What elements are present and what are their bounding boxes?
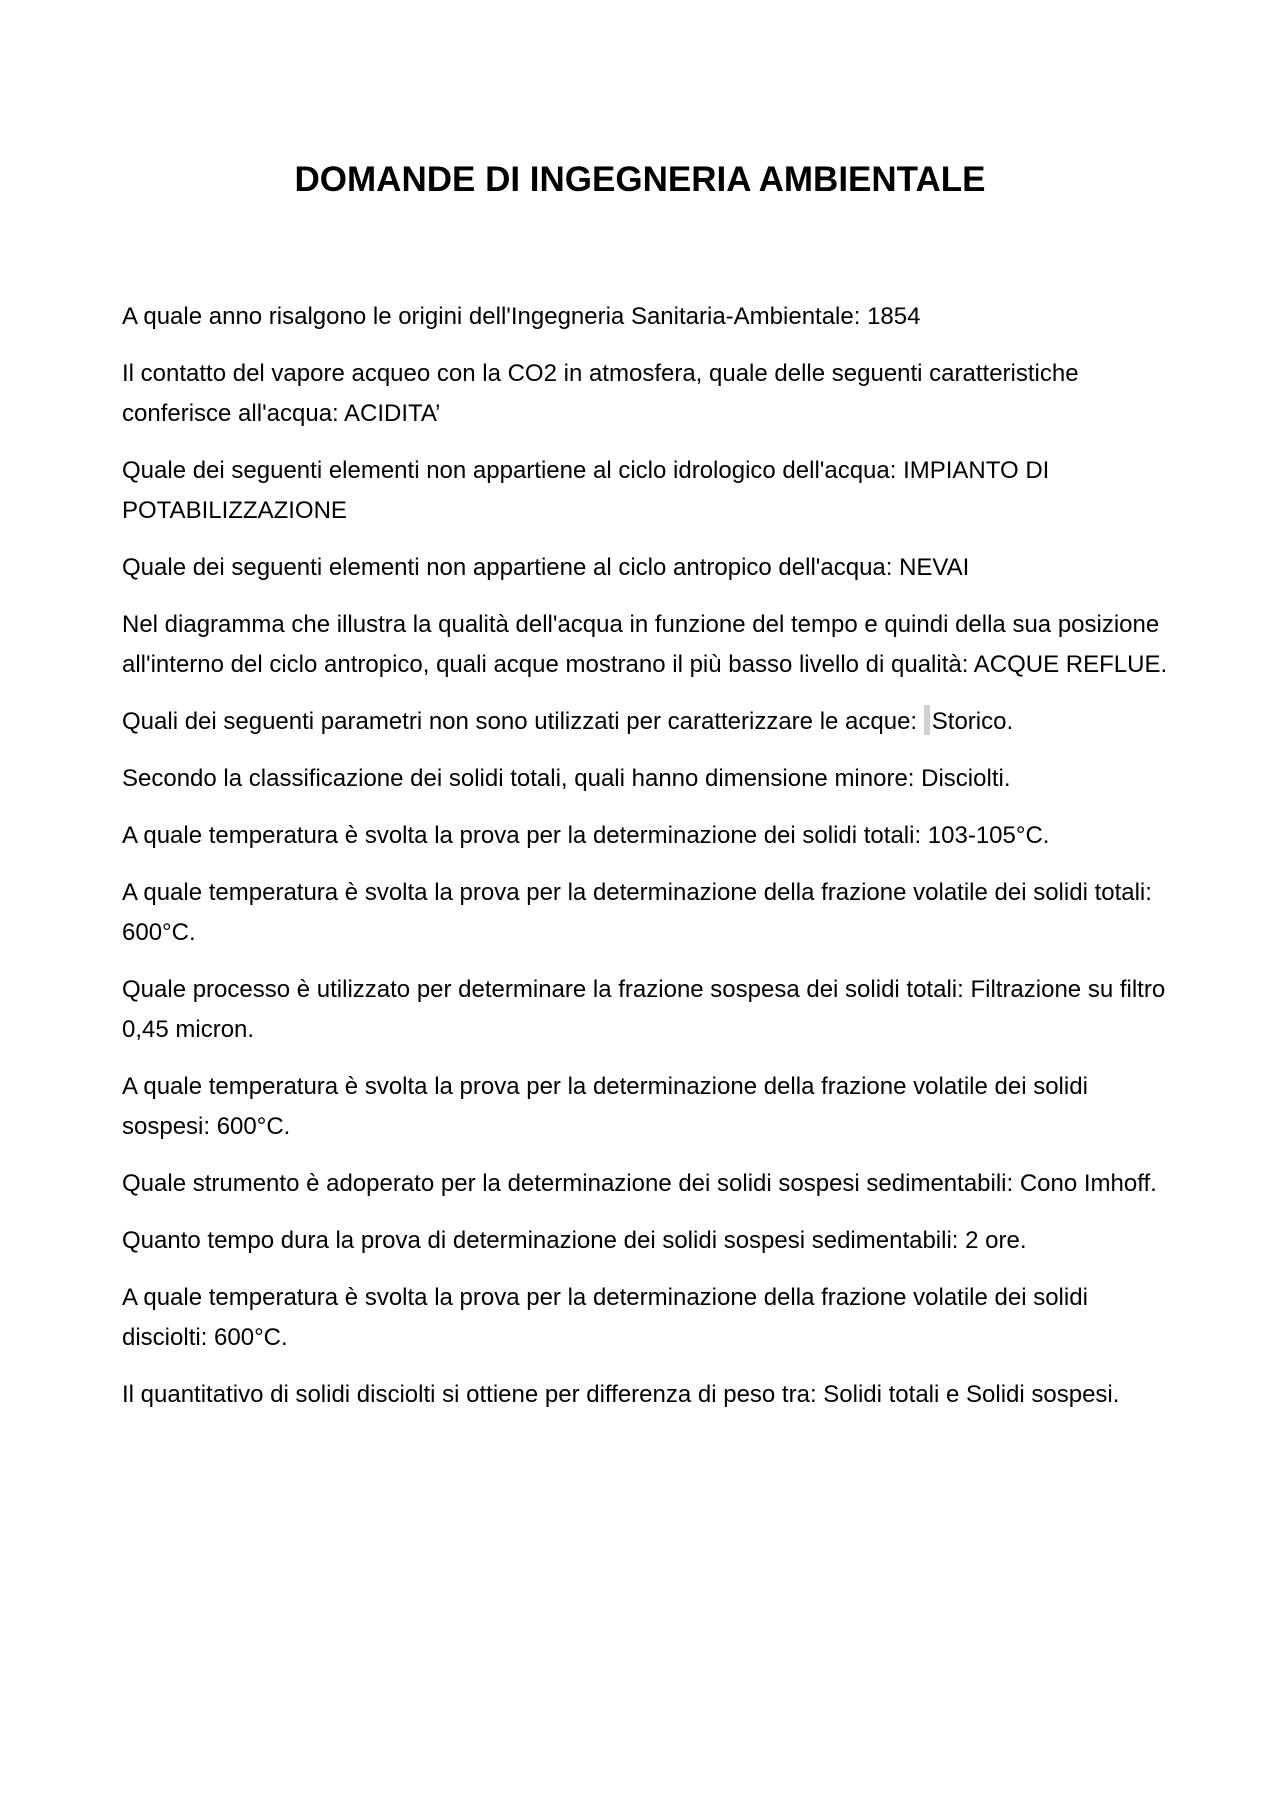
page-title: DOMANDE DI INGEGNERIA AMBIENTALE [294, 160, 986, 199]
question-item: Il quantitativo di solidi disciolti si ottiene per differenza di peso tra: Solidi totali e Solidi sospesi. [122, 1381, 1120, 1408]
question-item [122, 702, 1172, 742]
question-text: Quali dei seguenti parametri non sono utilizzati per caratterizzare le acque: [122, 708, 918, 735]
question-item: Quale processo è utilizzato per determinare la frazione sospesa dei solidi totali: Filtrazione su filtro 0,45 micron. [122, 976, 1166, 1043]
text-cursor-highlight [924, 705, 930, 735]
question-answer: Storico. [931, 708, 1014, 735]
question-item: A quale temperatura è svolta la prova per la determinazione della frazione volatile dei solidi sospesi: 600°C. [122, 1073, 1088, 1140]
question-item: Il contatto del vapore acqueo con la CO2 in atmosfera, quale delle seguenti caratteristiche conferisce all'acqua: ACIDITA’ [122, 360, 1079, 427]
question-item: Nel diagramma che illustra la qualità dell'acqua in funzione del tempo e quindi della sua posizione all'interno del ciclo antropico, quali acque mostrano il più basso livello di qualità: ACQUE REFLUE. [122, 611, 1168, 678]
question-item: Quale dei seguenti elementi non appartiene al ciclo idrologico dell'acqua: IMPIANTO DI POTABILIZZAZIONE [122, 457, 1050, 524]
question-item: A quale temperatura è svolta la prova per la determinazione della frazione volatile dei solidi disciolti: 600°C. [122, 1284, 1088, 1351]
question-item: Quanto tempo dura la prova di determinazione dei solidi sospesi sedimentabili: 2 ore. [122, 1227, 1027, 1254]
question-item: A quale temperatura è svolta la prova per la determinazione dei solidi totali: 103-105°C. [122, 822, 1050, 849]
question-item: A quale anno risalgono le origini dell'Ingegneria Sanitaria-Ambientale: 1854 [122, 303, 921, 330]
question-item: Quale strumento è adoperato per la determinazione dei solidi sospesi sedimentabili: Cono Imhoff. [122, 1170, 1157, 1197]
question-item: A quale temperatura è svolta la prova per la determinazione della frazione volatile dei solidi totali: 600°C. [122, 879, 1152, 946]
question-item: Secondo la classificazione dei solidi totali, quali hanno dimensione minore: Disciolti. [122, 765, 1011, 792]
question-list [122, 297, 1172, 1432]
question-item: Quale dei seguenti elementi non appartiene al ciclo antropico dell'acqua: NEVAI [122, 554, 970, 581]
